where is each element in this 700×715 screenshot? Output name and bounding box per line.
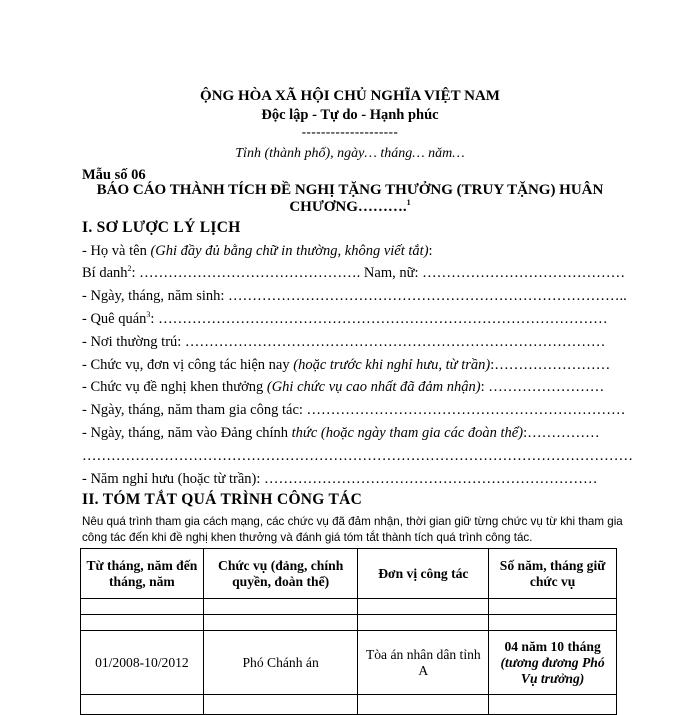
section2-desc-line1: Nêu quá trình tham gia cách mạng, các chức vụ đã đảm nhận, thời gian giữ từng chức vụ từ khi tham gia — [82, 515, 623, 528]
work-history-table — [80, 548, 617, 715]
header-unit: Đơn vị công tác — [358, 549, 489, 599]
alias-label: Bí danh — [82, 265, 128, 281]
position-line — [82, 357, 610, 374]
table-cell[interactable] — [489, 695, 617, 715]
footnote-1: 1 — [406, 198, 411, 207]
party-label: - Ngày, tháng, năm vào Đảng chính — [82, 425, 292, 441]
name-tail: : — [428, 243, 433, 259]
proposed-dots: : …………………… — [480, 379, 605, 395]
table-cell[interactable] — [489, 615, 617, 631]
alias-dots: : ………………………………………. Nam, nữ: …………………………………… — [131, 265, 626, 281]
work-start-line: - Ngày, tháng, năm tham gia công tác: ………………………………………………………… — [82, 402, 626, 418]
retire-line: - Năm nghỉ hưu (hoặc từ trần): …………………………………………………………… — [82, 471, 598, 487]
example-duration-note: (tương đương Phó Vụ trưởng) — [500, 654, 605, 686]
table-row — [81, 599, 617, 615]
form-title-line2-text: CHƯƠNG………. — [289, 199, 407, 215]
hometown-dots: : ………………………………………………………………………………… — [150, 311, 608, 327]
position-label: - Chức vụ, đơn vị công tác hiện nay — [82, 357, 294, 373]
table-cell[interactable] — [81, 615, 204, 631]
form-title-line2 — [0, 199, 700, 216]
alias-line — [82, 265, 625, 282]
footnote-2: 2 — [127, 264, 132, 274]
example-position: Phó Chánh án — [203, 631, 358, 695]
table-cell[interactable] — [489, 599, 617, 615]
name-label: - Họ và tên — [82, 243, 151, 259]
proposed-note: (Ghi chức vụ cao nhất đã đảm nhận) — [266, 379, 481, 395]
position-note: (hoặc trước khi nghỉ hưu, từ trần) — [293, 357, 491, 373]
form-number: Mẫu số 06 — [82, 167, 146, 183]
proposed-position-line — [82, 379, 604, 396]
nation-title: ỘNG HÒA XÃ HỘI CHỦ NGHĨA VIỆT NAM — [200, 88, 500, 104]
table-cell[interactable] — [358, 599, 489, 615]
table-cell[interactable] — [203, 599, 358, 615]
example-unit: Tòa án nhân dân tỉnh A — [358, 631, 489, 695]
place-date: Tỉnh (thành phố), ngày… tháng… năm… — [235, 146, 465, 161]
section1-heading: I. SƠ LƯỢC LÝ LỊCH — [82, 219, 241, 236]
party-note: thức (hoặc ngày tham gia các đoàn thể) — [291, 425, 524, 441]
section2-heading: II. TÓM TẮT QUÁ TRÌNH CÔNG TÁC — [82, 491, 363, 508]
hometown-line — [82, 311, 608, 328]
form-title-line1: BÁO CÁO THÀNH TÍCH ĐỀ NGHỊ TẶNG THƯỞNG (TRUY TẶNG) HUÂN — [96, 182, 604, 198]
motto: Độc lập - Tự do - Hạnh phúc — [261, 107, 439, 123]
example-duration — [489, 631, 617, 695]
dob-line: - Ngày, tháng, năm sinh: ……………………………………………………………………….. — [82, 288, 627, 304]
table-row — [81, 615, 617, 631]
header-duration: Số năm, tháng giữ chức vụ — [489, 549, 617, 599]
name-line — [82, 243, 433, 260]
footnote-3: 3 — [146, 310, 151, 320]
table-cell[interactable] — [358, 695, 489, 715]
table-header-row — [81, 549, 617, 599]
table-cell[interactable] — [81, 599, 204, 615]
proposed-label: - Chức vụ đề nghị khen thưởng — [82, 379, 267, 395]
party-dots: :…………… — [523, 425, 600, 441]
residence-line: - Nơi thường trú: …………………………………………………………………………… — [82, 334, 606, 350]
example-period: 01/2008-10/2012 — [81, 631, 204, 695]
table-row-example — [81, 631, 617, 695]
hometown-label: - Quê quán — [82, 311, 147, 327]
position-dots: :…………………… — [490, 357, 611, 373]
header-divider: -------------------- — [301, 124, 399, 139]
header-period: Từ tháng, năm đến tháng, năm — [81, 549, 204, 599]
party-line — [82, 425, 600, 442]
table-row — [81, 695, 617, 715]
dots-line: …………………………………………………………………………………………………… — [82, 448, 633, 464]
table-cell[interactable] — [81, 695, 204, 715]
table-cell[interactable] — [203, 615, 358, 631]
header-position: Chức vụ (đảng, chính quyền, đoàn thể) — [203, 549, 358, 599]
name-note: (Ghi đầy đủ bằng chữ in thường, không viết tắt) — [150, 243, 429, 259]
example-duration-value: 04 năm 10 tháng — [504, 638, 601, 654]
table-cell[interactable] — [203, 695, 358, 715]
table-cell[interactable] — [358, 615, 489, 631]
section2-desc-line2: công tác đến khi đề nghị khen thưởng và đánh giá tóm tắt thành tích quá trình công tác. — [82, 531, 533, 544]
